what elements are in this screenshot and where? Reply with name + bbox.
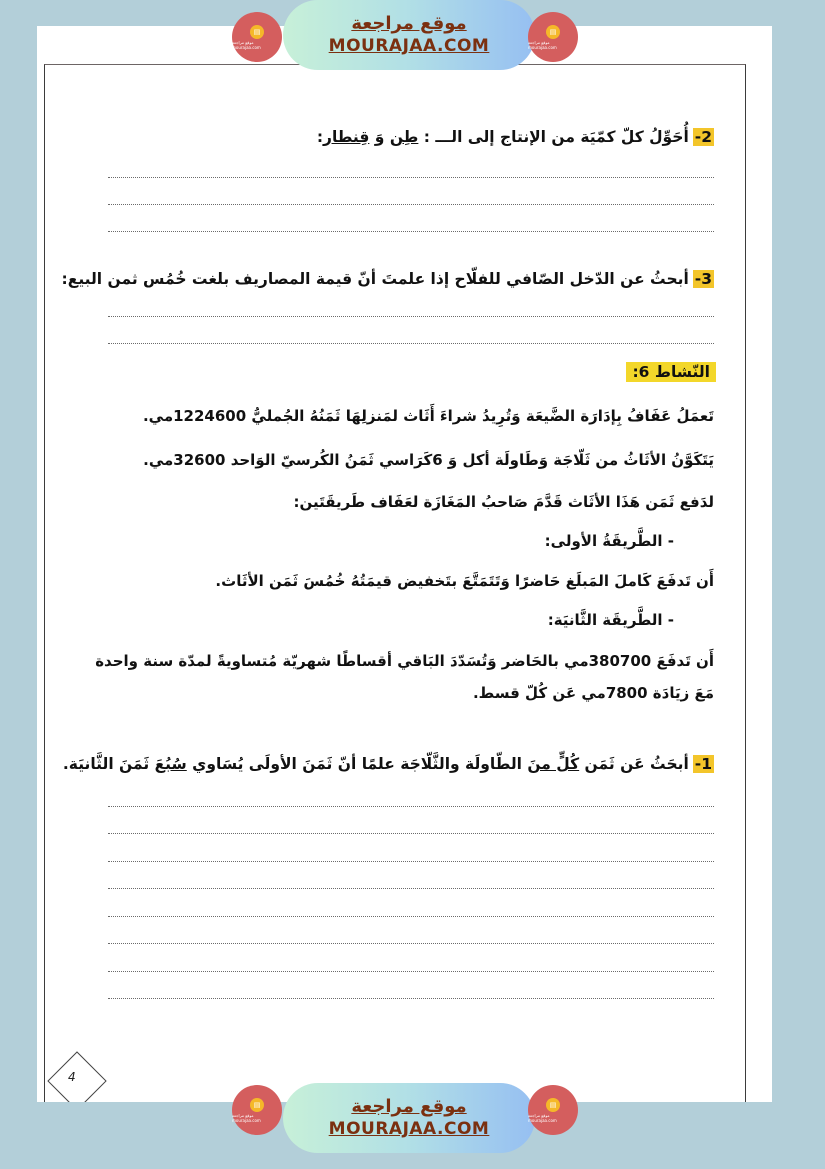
answer-line[interactable] <box>108 231 714 232</box>
answer-line[interactable] <box>108 998 714 999</box>
answer-line[interactable] <box>108 806 714 807</box>
site-name-latin: MOURAJAA.COM <box>328 36 490 56</box>
answer-line[interactable] <box>108 833 714 834</box>
answer-line[interactable] <box>108 916 714 917</box>
site-logo-left-top: ▤ موقع مراجعة mourajaa.com <box>232 12 282 62</box>
site-logo-left-bottom: ▤ موقع مراجعة mourajaa.com <box>232 1085 282 1135</box>
book-icon: ▤ <box>546 1098 560 1112</box>
book-icon: ▤ <box>250 25 264 39</box>
answer-line[interactable] <box>108 343 714 344</box>
question-number: 3- <box>694 270 712 288</box>
answer-line[interactable] <box>108 943 714 944</box>
answer-line[interactable] <box>108 971 714 972</box>
answer-line[interactable] <box>108 204 714 205</box>
answer-line[interactable] <box>108 177 714 178</box>
site-name-arabic: موقع مراجعة <box>351 1096 467 1117</box>
activity-paragraph: مَعَ زيَادَة 7800مي عَن كُلّ قسط. <box>472 684 714 702</box>
activity-paragraph: لدَفع ثَمَن هَذَا الأثَاث قَدَّمَ صَاحبُ المَغَازَة لعَفَاف طَريقَتَين: <box>293 493 714 511</box>
footer-site-badge[interactable] <box>283 1083 535 1153</box>
activity-title: النّشاط 6: <box>626 362 716 382</box>
question-1: 1-أبحَثُ عَن ثَمَن كُلٍّ منَ الطّاولَة والثَّلّاجَة علمًا أنّ ثَمَنَ الأولَى يُسَاوي سُبُعَ ثَمَنَ الثَّانيَة. <box>62 755 712 773</box>
page-frame <box>44 64 746 1125</box>
activity-paragraph: تَعمَلُ عَفَافُ بِإدَارَة الضَّيعَة وَتُرِيدُ شراءَ أَثَاث لمَنزلِهَا ثَمَنُهُ الجُمليُّ 1224600مي. <box>142 407 714 425</box>
activity-paragraph: أَن تَدفَعَ كَاملَ المَبلَغ حَاضرًا وَتَتَمَتَّعَ بتَخفيض قيمَتُهُ خُمُسَ ثَمَن الأثَاث. <box>215 572 714 590</box>
answer-line[interactable] <box>108 861 714 862</box>
activity-paragraph: يَتَكَوَّنُ الأثَاثُ من ثَلّاجَة وَطَاولَة أكل وَ 6كَرَاسي ثَمَنُ الكُرسيّ الوَاحد 32600مي. <box>143 451 714 469</box>
site-logo-right-top: ▤ موقع مراجعة mourajaa.com <box>528 12 578 62</box>
method-2-heading: - الطَّريقَة الثَّانيَة: <box>547 611 674 629</box>
answer-line[interactable] <box>108 888 714 889</box>
site-name-latin: MOURAJAA.COM <box>328 1119 490 1139</box>
header-site-badge[interactable] <box>283 0 535 70</box>
question-number: 2- <box>694 128 712 146</box>
book-icon: ▤ <box>250 1098 264 1112</box>
question-number: 1- <box>694 755 712 773</box>
page-number: 4 <box>68 1070 76 1084</box>
book-icon: ▤ <box>546 25 560 39</box>
answer-line[interactable] <box>108 316 714 317</box>
question-3: 3-أبحثُ عن الدّخل الصّافي للفلّاح إذا علمتَ أنّ قيمة المصاريف بلغت خُمُس ثمن البيع: <box>61 270 712 288</box>
site-name-arabic: موقع مراجعة <box>351 13 467 34</box>
method-1-heading: - الطَّريقَةُ الأولى: <box>544 532 674 550</box>
site-logo-right-bottom: ▤ موقع مراجعة mourajaa.com <box>528 1085 578 1135</box>
question-2: 2-أُحَوِّلُ كلّ كمّيَة من الإنتاج إلى الـــ : طِن وَ قِنطار: <box>316 128 712 146</box>
activity-paragraph: أَن تَدفَعَ 380700مي بالحَاضر وَتُسَدّدَ البَاقي أقساطًا شهريّة مُتساويةً لمدّة سنة واحدة <box>95 652 714 670</box>
